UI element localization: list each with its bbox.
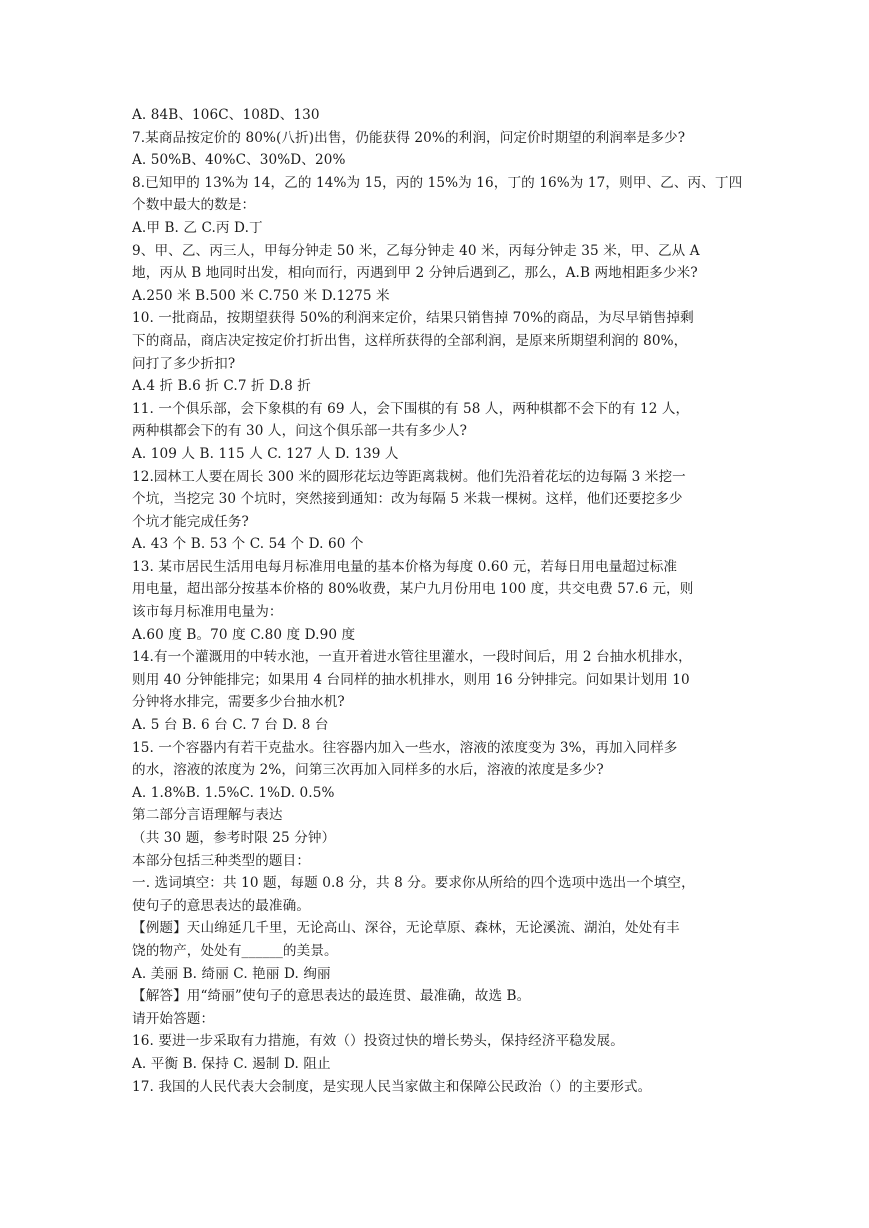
text-line: 一. 选词填空：共 10 题，每题 0.8 分，共 8 分。要求你从所给的四个选项中选出一个填空， <box>132 875 695 892</box>
text-line: A. 84B、106C、108D、130 <box>132 107 320 123</box>
text-line: 的水，溶液的浓度为 2%，问第三次再加入同样多的水后，溶液的浓度是多少? <box>132 762 604 779</box>
text-line: 8.已知甲的 13%为 14，乙的 14%为 15，丙的 15%为 16，丁的 16%为 17，则甲、乙、丙、丁四 <box>132 174 743 191</box>
text-line: A. 美丽 B. 绮丽 C. 艳丽 D. 绚丽 <box>132 965 331 982</box>
text-line: A.60 度 B。70 度 C.80 度 D.90 度 <box>132 626 356 643</box>
text-line: 14.有一个灌溉用的中转水池，一直开着进水管往里灌水，一段时间后，用 2 台抽水机排水， <box>132 649 692 666</box>
text-line: A. 1.8%B. 1.5%C. 1%D. 0.5% <box>132 784 335 801</box>
text-line: A. 50%B、40%C、30%D、20% <box>132 152 346 169</box>
text-line: 12.园林工人要在周长 300 米的圆形花坛边等距离栽树。他们先沿着花坛的边每隔 3 米挖一 <box>132 468 686 485</box>
text-line: 该市每月标准用电量为： <box>132 604 283 621</box>
text-line: 本部分包括三种类型的题目： <box>132 852 311 869</box>
text-line: 个数中最大的数是： <box>132 197 256 214</box>
text-line: 11. 一个俱乐部，会下象棋的有 69 人，会下围棋的有 58 人，两种棋都不会下的有 12 人， <box>132 400 690 417</box>
text-line: 下的商品，商店决定按定价打折出售，这样所获得的全部利润，是原来所期望利润的 80%， <box>132 332 688 349</box>
text-line: 7.某商品按定价的 80%(八折)出售，仍能获得 20%的利润，问定价时期望的利润率是多少? <box>132 129 686 146</box>
text-line: A. 5 台 B. 6 台 C. 7 台 D. 8 台 <box>132 717 329 734</box>
text-line: 13. 某市居民生活用电每月标准用电量的基本价格为每度 0.60 元，若每日用电量超过标准 <box>132 558 678 575</box>
text-line: 则用 40 分钟能排完；如果用 4 台同样的抽水机排水，则用 16 分钟排完。问如果计划用 10 <box>132 671 690 688</box>
text-line: A.甲 B. 乙 C.丙 D.丁 <box>132 219 263 236</box>
text-line: A.250 米 B.500 米 C.750 米 D.1275 米 <box>132 287 390 304</box>
text-line: 使句子的意思表达的最准确。 <box>132 897 311 914</box>
text-line: 用电量，超出部分按基本价格的 80%收费，某户九月份用电 100 度，共交电费 57.6 元，则 <box>132 581 694 598</box>
text-line: 分钟将水排完，需要多少台抽水机? <box>132 694 345 711</box>
text-line: 15. 一个容器内有若干克盐水。往容器内加入一些水，溶液的浓度变为 3%，再加入同样多 <box>132 739 678 756</box>
text-line: A.4 折 B.6 折 C.7 折 D.8 折 <box>132 378 311 395</box>
text-line: 【解答】用“绮丽”使句子的意思表达的最连贯、最准确，故选 B。 <box>132 988 531 1005</box>
text-line: A. 109 人 B. 115 人 C. 127 人 D. 139 人 <box>132 445 399 462</box>
text-line: 地，丙从 B 地同时出发，相向而行，丙遇到甲 2 分钟后遇到乙，那么，A.B 两地相距多少米? <box>132 265 698 282</box>
text-line: 问打了多少折扣? <box>132 355 236 372</box>
document-body <box>132 104 752 1098</box>
text-line: （共 30 题，参考时限 25 分钟） <box>132 830 336 846</box>
text-line: 个坑才能完成任务? <box>132 513 249 530</box>
text-line: A. 43 个 B. 53 个 C. 54 个 D. 60 个 <box>132 536 364 553</box>
text-line: A. 平衡 B. 保持 C. 遏制 D. 阻止 <box>132 1055 331 1072</box>
text-line: 9、甲、乙、丙三人，甲每分钟走 50 米，乙每分钟走 40 米，丙每分钟走 35 米，甲、乙从 A <box>132 242 700 259</box>
section-heading: 第二部分言语理解与表达 <box>132 807 283 824</box>
text-line: 个坑，当挖完 30 个坑时，突然接到通知：改为每隔 5 米栽一棵树。这样，他们还要挖多少 <box>132 491 683 508</box>
text-line: 两种棋都会下的有 30 人，问这个俱乐部一共有多少人? <box>132 423 467 440</box>
text-line: 10. 一批商品，按期望获得 50%的利润来定价，结果只销售掉 70%的商品，为尽早销售掉剩 <box>132 310 694 327</box>
text-line: 【例题】天山绵延几千里，无论高山、深谷，无论草原、森林，无论溪流、湖泊，处处有丰 <box>132 920 680 937</box>
text-line: 请开始答题： <box>132 1010 215 1027</box>
text-line: 饶的物产，处处有______的美景。 <box>132 942 338 959</box>
text-line: 17. 我国的人民代表大会制度，是实现人民当家做主和保障公民政治（）的主要形式。 <box>132 1078 652 1095</box>
text-line: 16. 要进一步采取有力措施，有效（）投资过快的增长势头，保持经济平稳发展。 <box>132 1033 624 1050</box>
